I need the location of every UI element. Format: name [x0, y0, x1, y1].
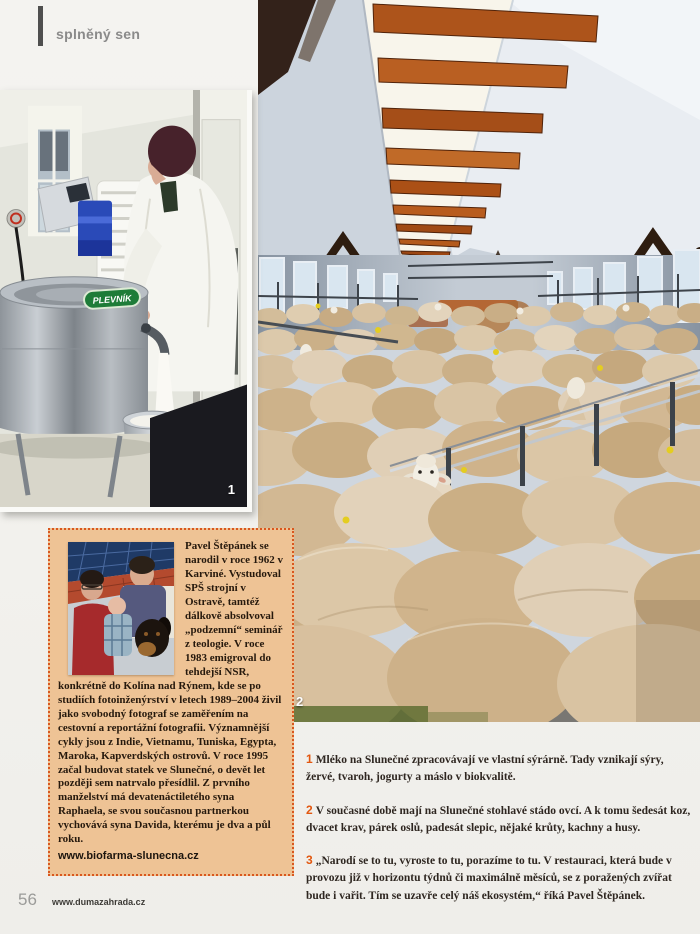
- dairy-room-photo: [0, 90, 252, 512]
- section-kicker: splněný sen: [56, 26, 141, 42]
- caption-number: 3: [306, 853, 313, 867]
- bio-text: Pavel Štěpánek se narodil v roce 1962 v Karviné. Vystudoval SPŠ strojní v Ostravě, tamtéž dálkově absolvoval „podzemní“ seminář z teologie. V roce 1983 emigroval do tehdejší NSR, konkrétně do Kolína nad Rýnem, kde se po studiích fotoinženýrství v letech 1989–2004 živil jako svobodný fotograf se zaměřením na cestovní a reportážní fotografii. Významnější cykly jsou z Indie, Vietnamu, Tuniska, Egypta, Maroka, Kapverdských ostrovů. V roce 1995 začal budovat statek ve Slunečné, o devět let později sem natrvalo přesídlil. Z prvního manželství má devatenáctiletého syna Raphaela, se svou současnou partnerkou vychovává syna Davida, kterému je dva a půl roku.: [58, 540, 283, 846]
- tank-label: [83, 288, 140, 310]
- kicker-accent-bar: [38, 6, 43, 46]
- family-photo: [68, 542, 174, 675]
- caption-2: [306, 801, 692, 838]
- caption-number: 1: [306, 752, 313, 766]
- bio-website-link[interactable]: www.biofarma-slunecna.cz: [58, 850, 199, 863]
- photo-number-badge: 1: [227, 482, 235, 497]
- family-photo-illustration: [68, 542, 174, 675]
- bio-box: [48, 528, 294, 876]
- caption-text: „Narodí se to tu, vyroste to tu, porazíme to tu. V restauraci, která bude v provozu již v horizontu týdnů či maximálně měsíců, se z poražených zvířat bude i vařit. Tím se uzavře celý náš ekosystém,“ říká Pavel Štěpánek.: [306, 855, 672, 902]
- photo-captions: [306, 750, 692, 919]
- sheep-barn-illustration: [258, 0, 700, 722]
- photo-number-badge: 2: [296, 694, 304, 709]
- dairy-photo-illustration: [0, 90, 247, 507]
- page-number: 56: [18, 890, 37, 909]
- caption-1: [306, 750, 692, 787]
- caption-3: [306, 851, 692, 905]
- caption-text: V současné době mají na Slunečné stohlavé stádo ovcí. A k tomu šedesát koz, dvacet krav, párek oslů, padesát slepic, nějaké krůty, kachny a husy.: [306, 804, 691, 834]
- sheep-barn-photo: [258, 0, 700, 722]
- caption-text: Mléko na Slunečné zpracovávají ve vlastní sýrárně. Tady vznikají sýry, žervé, tvaroh, jogurty a máslo v biokvalitě.: [306, 754, 664, 784]
- site-url: www.dumazahrada.cz: [52, 897, 146, 907]
- tank-label-text: PLEVNÍK: [92, 293, 132, 306]
- caption-number: 2: [306, 802, 313, 817]
